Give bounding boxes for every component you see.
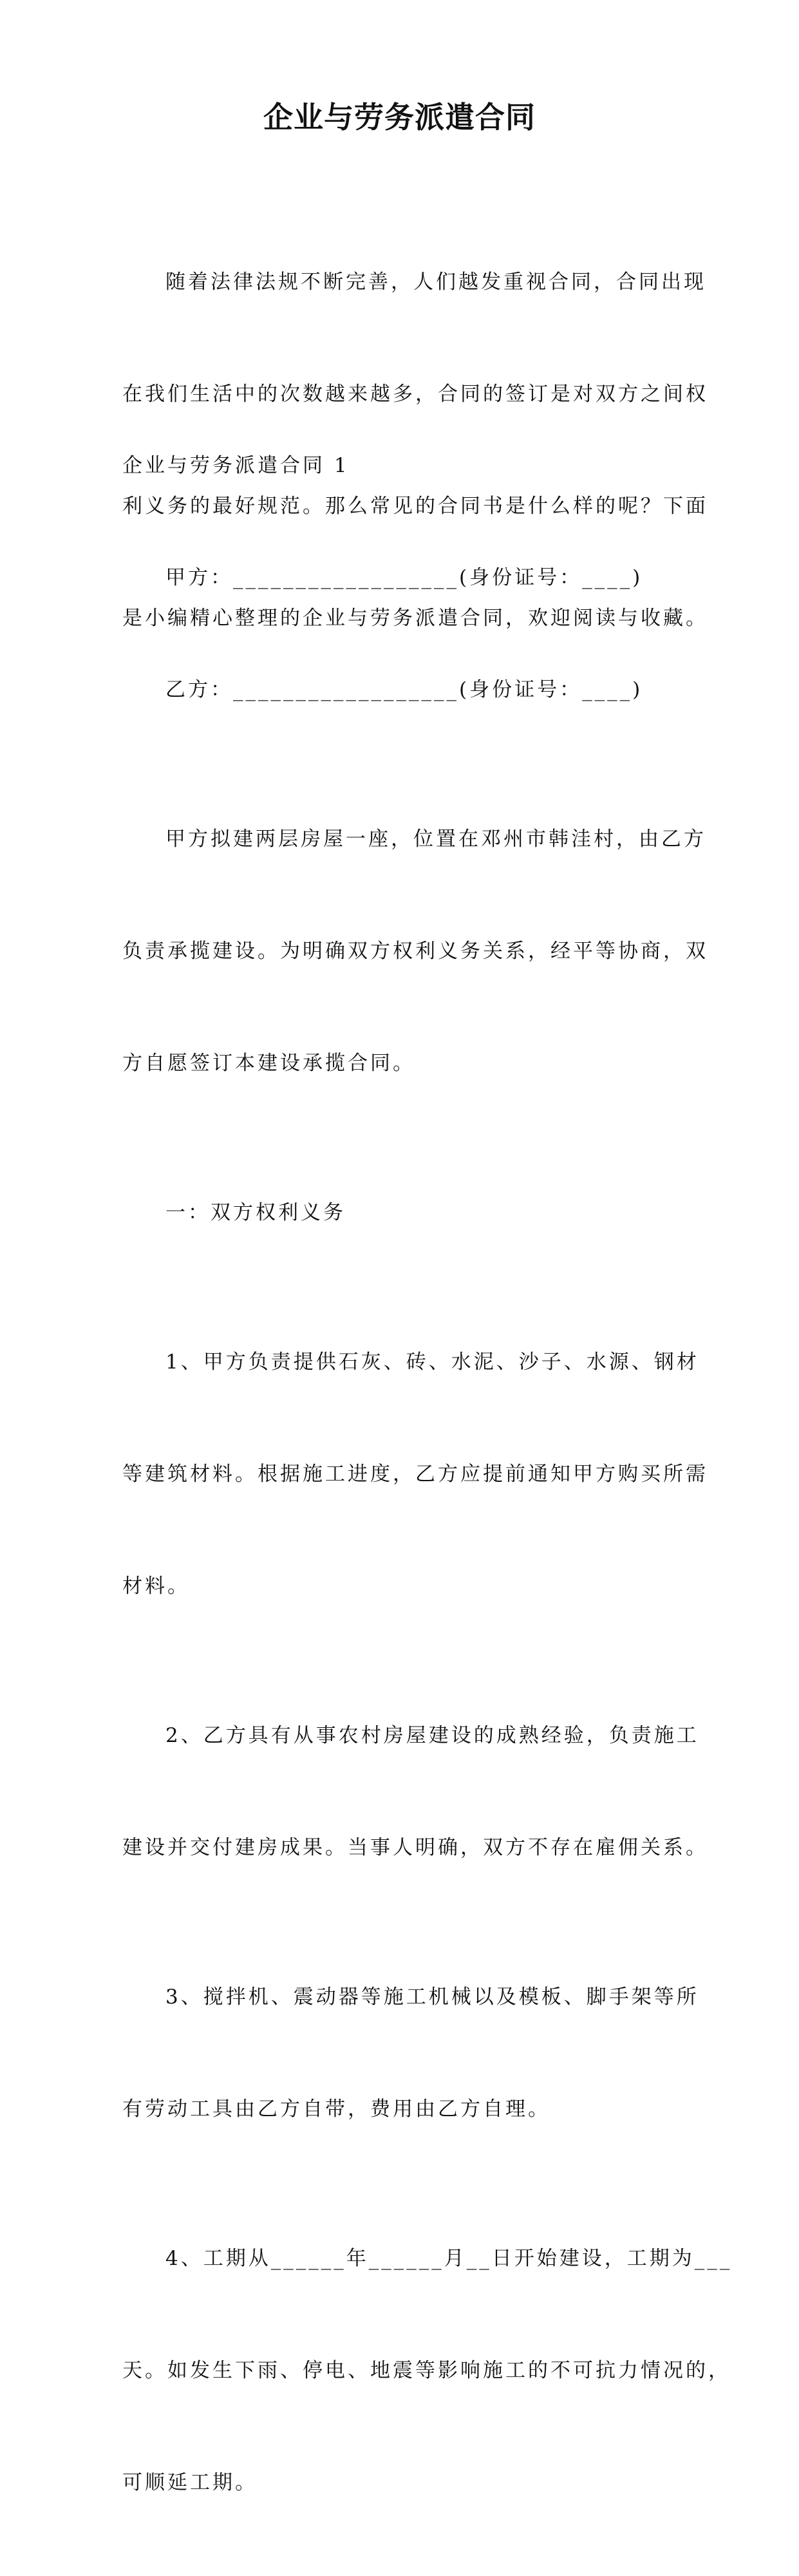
item-2-line: 2、乙方具有从事农村房屋建设的成熟经验，负责施工 <box>165 1724 699 1747</box>
item-3-line: 3、搅拌机、震动器等施工机械以及模板、脚手架等所 <box>165 1985 699 2009</box>
preamble-line: 方自愿签订本建设承揽合同。 <box>122 1052 415 1075</box>
contract-body <box>122 372 733 2576</box>
intro-line: 是小编精心整理的企业与劳务派遣合同，欢迎阅读与收藏。 <box>122 607 708 630</box>
preamble-line: 负责承揽建设。为明确双方权利义务关系，经平等协商，双 <box>122 940 708 963</box>
intro-line: 利义务的最好规范。那么常见的合同书是什么样的呢？下面 <box>122 495 708 518</box>
item-4-line: 天。如发生下雨、停电、地震等影响施工的不可抗力情况的， <box>122 2359 731 2382</box>
document-title: 企业与劳务派遣合同 <box>263 100 536 135</box>
intro-line: 随着法律法规不断完善，人们越发重视合同，合同出现 <box>165 270 706 294</box>
item-1-line: 等建筑材料。根据施工进度，乙方应提前通知甲方购买所需 <box>122 1463 708 1486</box>
item-4-line: 4、工期从______年______月__日开始建设，工期为___ <box>165 2247 733 2270</box>
item-1-line: 材料。 <box>122 1575 190 1598</box>
item-1-line: 1、甲方负责提供石灰、砖、水泥、沙子、水源、钢材 <box>165 1350 699 1374</box>
intro-line: 在我们生活中的次数越来越多，合同的签订是对双方之间权 <box>122 383 708 406</box>
item-4-line: 可顺延工期。 <box>122 2471 258 2494</box>
section-heading: 企业与劳务派遣合同 1 <box>122 454 350 477</box>
party-b-line: 乙方：__________________(身份证号：____) <box>165 678 643 701</box>
clause-heading: 一：双方权利义务 <box>165 1201 346 1224</box>
item-2-line: 建设并交付建房成果。当事人明确，双方不存在雇佣关系。 <box>122 1836 708 1859</box>
item-3-line: 有劳动工具由乙方自带，费用由乙方自理。 <box>122 2098 550 2121</box>
preamble-line: 甲方拟建两层房屋一座，位置在邓州市韩洼村，由乙方 <box>165 828 706 851</box>
party-a-line: 甲方：__________________(身份证号：____) <box>165 566 643 589</box>
